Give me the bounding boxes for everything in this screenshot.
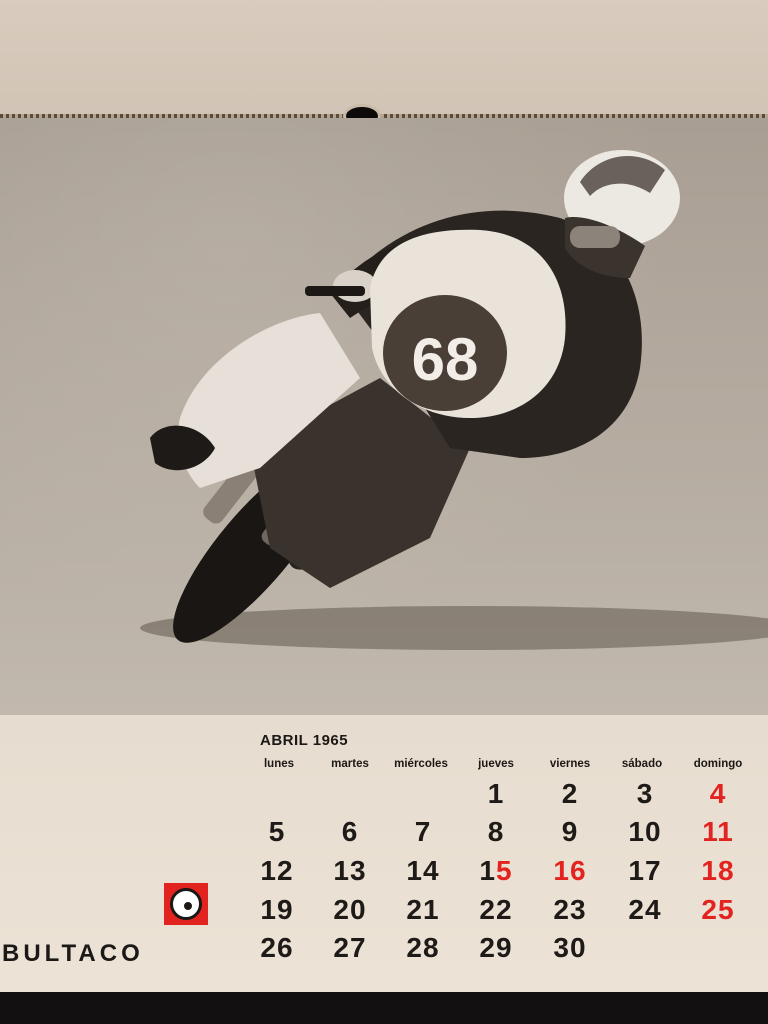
calendar-day: 3 (636, 778, 654, 809)
logo-center (182, 900, 194, 912)
calendar-day-sunday: 4 (709, 778, 727, 809)
calendar-day-sunday: 18 (701, 855, 735, 886)
goggle-lens (570, 226, 620, 248)
top-margin (0, 0, 768, 116)
handlebar (305, 286, 365, 296)
calendar-day: 22 (479, 894, 513, 925)
bultaco-logo-icon (164, 883, 208, 925)
calendar-day: 2 (561, 778, 579, 809)
background-strip (0, 992, 768, 1024)
calendar-day-holiday: 15 (479, 855, 513, 886)
calendar-day: 23 (553, 894, 587, 925)
calendar-day: 13 (333, 855, 367, 886)
month-title: ABRIL 1965 (260, 732, 349, 749)
calendar-day-sunday: 25 (701, 894, 735, 925)
calendar-day: 21 (406, 894, 440, 925)
calendar-day: 9 (561, 816, 579, 847)
weekday-tuesday: martes (331, 758, 369, 770)
calendar-day: 19 (260, 894, 294, 925)
calendar-day: 10 (628, 816, 662, 847)
calendar-day: 29 (479, 932, 513, 963)
motorcycle-racer-illustration (0, 118, 768, 715)
race-number: 68 (411, 326, 479, 393)
calendar-day: 30 (553, 932, 587, 963)
calendar-day: 24 (628, 894, 662, 925)
racing-photo (0, 118, 768, 715)
weekday-sunday: domingo (693, 758, 743, 770)
weekday-friday: viernes (549, 758, 591, 770)
weekday-wednesday: miércoles (394, 758, 448, 770)
logo-ring (170, 888, 202, 920)
calendar-day: 8 (487, 816, 505, 847)
brand-wordmark: BULTACO (2, 940, 144, 967)
calendar-day: 27 (333, 932, 367, 963)
calendar-day-sunday: 11 (702, 816, 734, 847)
calendar-day: 7 (414, 816, 432, 847)
calendar-day: 20 (333, 894, 367, 925)
calendar-day: 1 (487, 778, 505, 809)
weekday-thursday: jueves (478, 758, 514, 770)
weekday-monday: lunes (263, 758, 295, 770)
calendar-day: 28 (406, 932, 440, 963)
calendar-day: 14 (406, 855, 440, 886)
weekday-saturday: sábado (621, 758, 663, 770)
calendar-day: 5 (268, 816, 286, 847)
calendar-grid (240, 772, 768, 972)
calendar-day: 12 (260, 855, 294, 886)
calendar-day-holiday: 16 (553, 855, 587, 886)
calendar-day: 26 (260, 932, 294, 963)
calendar-day: 6 (341, 816, 359, 847)
calendar-day: 17 (628, 855, 662, 886)
weekday-header (240, 758, 768, 772)
